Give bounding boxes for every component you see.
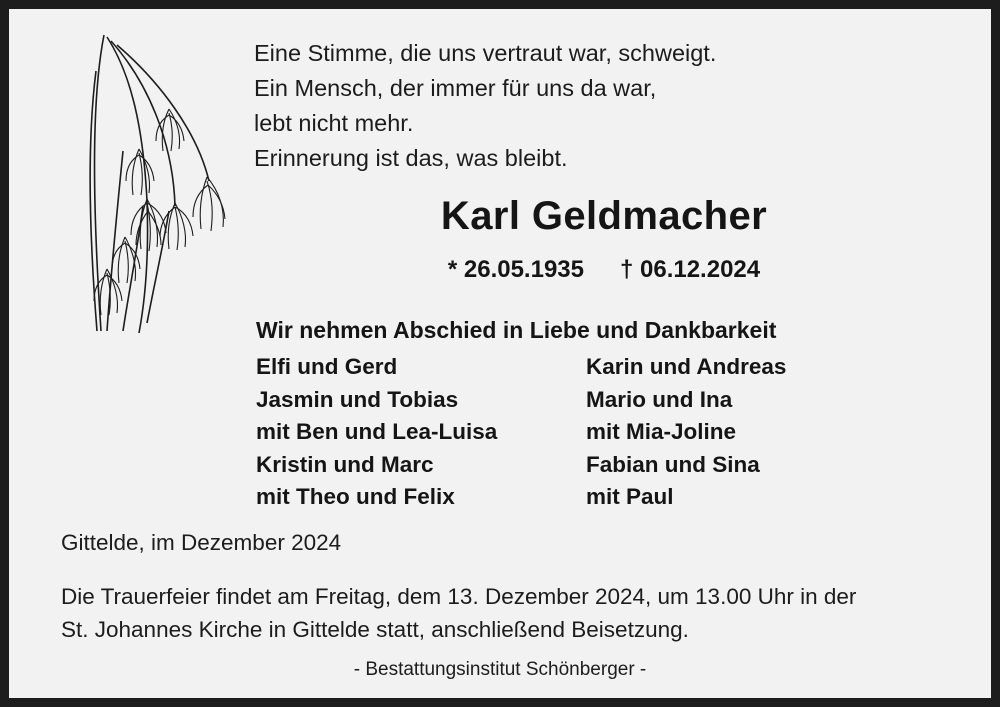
family-row (256, 449, 956, 482)
deceased-name: Karl Geldmacher (440, 194, 768, 238)
verse-text (254, 36, 954, 176)
family-name: Jasmin und Tobias (256, 386, 459, 412)
birth-date: * 26.05.1935 (447, 256, 584, 283)
family-row (256, 416, 956, 449)
verse-line: Ein Mensch, der immer für uns da war, (254, 75, 657, 101)
family-row (256, 384, 956, 417)
verse-line: lebt nicht mehr. (254, 110, 414, 136)
death-date: † 06.12.2024 (619, 256, 761, 283)
family-name: Mario und Ina (586, 386, 733, 412)
family-row (256, 481, 956, 514)
verse-line: Eine Stimme, die uns vertraut war, schweigt. (254, 40, 717, 66)
service-line: St. Johannes Kirche in Gittelde statt, anschließend Beisetzung. (61, 617, 689, 642)
family-row (256, 351, 956, 384)
place-and-month: Gittelde, im Dezember 2024 (61, 530, 342, 555)
family-name: Kristin und Marc (256, 451, 434, 477)
life-dates (254, 256, 954, 284)
obituary-inner (9, 9, 991, 698)
family-name: mit Mia-Joline (586, 419, 737, 445)
family-name: Fabian und Sina (586, 451, 760, 477)
service-details (61, 580, 961, 646)
family-name: Karin und Andreas (586, 354, 787, 379)
family-name: mit Theo und Felix (256, 484, 455, 510)
farewell-text: Wir nehmen Abschied in Liebe und Dankbarkeit (256, 317, 777, 343)
grass-illustration-icon (47, 31, 237, 341)
family-list (256, 351, 956, 514)
family-name: Elfi und Gerd (256, 354, 398, 379)
family-name: mit Ben und Lea-Luisa (256, 419, 498, 445)
family-name: mit Paul (586, 484, 674, 510)
verse-line: Erinnerung ist das, was bleibt. (254, 145, 568, 171)
service-line: Die Trauerfeier findet am Freitag, dem 13. Dezember 2024, um 13.00 Uhr in der (61, 584, 857, 609)
funeral-home-credit: - Bestattungsinstitut Schönberger - (353, 659, 647, 680)
